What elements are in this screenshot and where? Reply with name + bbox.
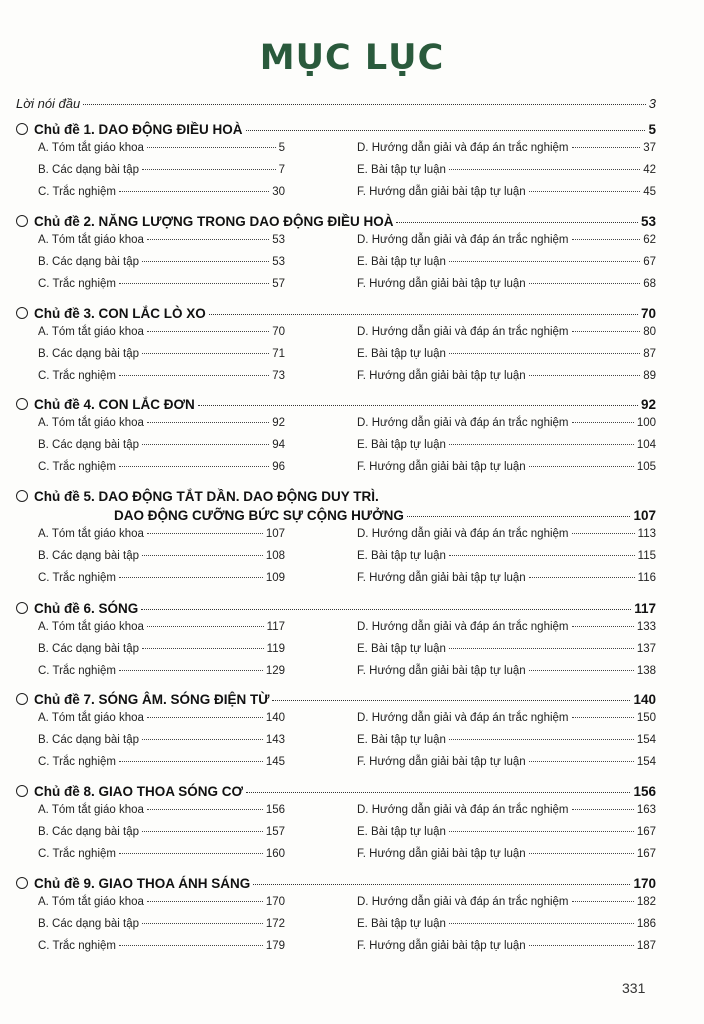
chapter-heading[interactable]	[16, 692, 656, 707]
section-label: A. Tóm tắt giáo khoa	[38, 142, 144, 154]
section-label: D. Hướng dẫn giải và đáp án trắc nghiệm	[357, 804, 569, 816]
section-label: C. Trắc nghiệm	[38, 940, 116, 952]
chapter-heading[interactable]	[16, 306, 656, 321]
section-b[interactable]	[38, 918, 285, 940]
section-label: D. Hướng dẫn giải và đáp án trắc nghiệm	[357, 528, 569, 540]
section-label: B. Các dạng bài tập	[38, 256, 140, 268]
section-label: E. Bài tập tự luận	[357, 256, 446, 268]
dot-leader	[449, 739, 634, 740]
dot-leader	[141, 609, 631, 610]
section-label: E. Bài tập tự luận	[357, 643, 446, 655]
section-label: C. Trắc nghiệm	[38, 186, 116, 198]
section-label: E. Bài tập tự luận	[357, 734, 446, 746]
dot-leader	[142, 923, 263, 924]
section-e[interactable]	[357, 643, 656, 665]
section-page: 104	[636, 439, 656, 451]
section-label: B. Các dạng bài tập	[38, 643, 140, 655]
section-f[interactable]	[357, 572, 656, 594]
dot-leader	[449, 261, 640, 262]
dot-leader	[119, 466, 269, 467]
chapter-sections	[16, 417, 656, 483]
section-page: 42	[643, 164, 656, 176]
section-label: C. Trắc nghiệm	[38, 756, 116, 768]
section-label: D. Hướng dẫn giải và đáp án trắc nghiệm	[357, 896, 569, 908]
chapter-sections	[16, 712, 656, 778]
section-label: E. Bài tập tự luận	[357, 918, 446, 930]
chapter-heading[interactable]	[16, 122, 656, 137]
section-f[interactable]	[357, 756, 656, 778]
section-label: C. Trắc nghiệm	[38, 848, 116, 860]
section-page: 45	[643, 186, 656, 198]
chapter-heading[interactable]	[16, 601, 656, 616]
section-page: 138	[636, 665, 656, 677]
section-label: C. Trắc nghiệm	[38, 370, 116, 382]
section-a[interactable]	[38, 804, 285, 826]
section-e[interactable]	[357, 918, 656, 940]
section-e[interactable]	[357, 164, 656, 186]
section-c[interactable]	[38, 940, 285, 962]
section-page: 7	[278, 164, 285, 176]
section-page: 154	[636, 734, 656, 746]
section-page: 140	[265, 712, 285, 724]
circle-bullet-icon	[16, 877, 28, 889]
section-label: F. Hướng dẫn giải bài tập tự luận	[357, 278, 526, 290]
section-page: 170	[265, 896, 285, 908]
section-e[interactable]	[357, 348, 656, 370]
chapter-sections	[16, 326, 656, 392]
section-page: 117	[266, 621, 285, 633]
dot-leader	[83, 104, 646, 105]
toc-chapter-9	[16, 876, 656, 962]
section-label: A. Tóm tắt giáo khoa	[38, 326, 144, 338]
section-page: 156	[265, 804, 285, 816]
dot-leader	[407, 516, 631, 517]
dot-leader	[142, 831, 263, 832]
chapter-title: Chủ đề 9. GIAO THOA ÁNH SÁNG	[34, 876, 251, 891]
section-label: B. Các dạng bài tập	[38, 439, 140, 451]
dot-leader	[449, 169, 640, 170]
chapter-sections	[16, 804, 656, 870]
section-label: E. Bài tập tự luận	[357, 164, 446, 176]
dot-leader	[147, 809, 263, 810]
section-d[interactable]	[357, 804, 656, 826]
section-e[interactable]	[357, 256, 656, 278]
section-c[interactable]	[38, 756, 285, 778]
section-page: 172	[265, 918, 285, 930]
chapter-page: 92	[640, 397, 656, 412]
dot-leader	[147, 717, 263, 718]
dot-leader	[142, 261, 269, 262]
dot-leader	[119, 283, 269, 284]
section-label: D. Hướng dẫn giải và đáp án trắc nghiệm	[357, 142, 569, 154]
dot-leader	[198, 405, 638, 406]
chapter-title: Chủ đề 7. SÓNG ÂM. SÓNG ĐIỆN TỪ	[34, 692, 270, 707]
chapter-title: Chủ đề 4. CON LẮC ĐƠN	[34, 397, 195, 412]
preface-label: Lời nói đầu	[16, 96, 81, 111]
chapter-title: Chủ đề 2. NĂNG LƯỢNG TRONG DAO ĐỘNG ĐIỀU HOÀ	[34, 214, 394, 229]
dot-leader	[572, 422, 634, 423]
section-label: A. Tóm tắt giáo khoa	[38, 804, 144, 816]
section-label: F. Hướng dẫn giải bài tập tự luận	[357, 370, 526, 382]
dot-leader	[529, 191, 640, 192]
toc-chapter-1	[16, 122, 656, 208]
chapter-page: 117	[634, 601, 656, 616]
section-page: 145	[265, 756, 285, 768]
circle-bullet-icon	[16, 307, 28, 319]
circle-bullet-icon	[16, 693, 28, 705]
section-b[interactable]	[38, 256, 285, 278]
chapter-title: Chủ đề 8. GIAO THOA SÓNG CƠ	[34, 784, 244, 799]
section-page: 62	[643, 234, 656, 246]
section-label: E. Bài tập tự luận	[357, 348, 446, 360]
dot-leader	[529, 670, 634, 671]
dot-leader	[529, 577, 635, 578]
chapter-title: Chủ đề 5. DAO ĐỘNG TẮT DẦN. DAO ĐỘNG DUY TRÌ.	[34, 489, 379, 504]
dot-leader	[529, 853, 634, 854]
dot-leader	[572, 809, 634, 810]
section-page: 70	[272, 326, 285, 338]
section-label: A. Tóm tắt giáo khoa	[38, 896, 144, 908]
circle-bullet-icon	[16, 602, 28, 614]
section-d[interactable]	[357, 142, 656, 164]
section-page: 67	[643, 256, 656, 268]
section-c[interactable]	[38, 461, 285, 483]
section-page: 137	[636, 643, 656, 655]
chapter-page: 53	[640, 214, 656, 229]
section-label: B. Các dạng bài tập	[38, 164, 140, 176]
dot-leader	[572, 147, 641, 148]
chapter-heading[interactable]	[16, 876, 656, 891]
section-page: 5	[278, 142, 285, 154]
section-page: 68	[643, 278, 656, 290]
section-label: F. Hướng dẫn giải bài tập tự luận	[357, 461, 526, 473]
chapter-sections	[16, 234, 656, 300]
section-page: 73	[272, 370, 285, 382]
dot-leader	[449, 831, 634, 832]
section-b[interactable]	[38, 348, 285, 370]
section-e[interactable]	[357, 550, 656, 572]
section-label: B. Các dạng bài tập	[38, 918, 140, 930]
section-label: A. Tóm tắt giáo khoa	[38, 528, 144, 540]
section-label: F. Hướng dẫn giải bài tập tự luận	[357, 186, 526, 198]
dot-leader	[142, 555, 263, 556]
section-b[interactable]	[38, 643, 285, 665]
section-page: 96	[272, 461, 285, 473]
chapter-page: 70	[640, 306, 656, 321]
toc-chapter-8	[16, 784, 656, 870]
dot-leader	[142, 169, 276, 170]
section-label: F. Hướng dẫn giải bài tập tự luận	[357, 848, 526, 860]
section-label: F. Hướng dẫn giải bài tập tự luận	[357, 572, 526, 584]
chapter-page: 5	[648, 122, 656, 137]
section-page: 37	[643, 142, 656, 154]
section-label: C. Trắc nghiệm	[38, 665, 116, 677]
dot-leader	[253, 884, 630, 885]
section-label: B. Các dạng bài tập	[38, 826, 140, 838]
chapter-heading[interactable]	[16, 397, 656, 412]
section-page: 129	[265, 665, 285, 677]
section-c[interactable]	[38, 278, 285, 300]
section-c[interactable]	[38, 370, 285, 392]
dot-leader	[119, 761, 263, 762]
dot-leader	[119, 375, 269, 376]
section-c[interactable]	[38, 572, 285, 594]
dot-leader	[272, 700, 630, 701]
section-page: 87	[643, 348, 656, 360]
section-a[interactable]	[38, 621, 285, 643]
section-label: C. Trắc nghiệm	[38, 461, 116, 473]
circle-bullet-icon	[16, 215, 28, 227]
section-label: F. Hướng dẫn giải bài tập tự luận	[357, 940, 526, 952]
dot-leader	[572, 239, 641, 240]
dot-leader	[209, 314, 638, 315]
section-page: 105	[636, 461, 656, 473]
dot-leader	[119, 945, 263, 946]
section-f[interactable]	[357, 848, 656, 870]
dot-leader	[246, 130, 646, 131]
dot-leader	[142, 739, 263, 740]
section-f[interactable]	[357, 186, 656, 208]
section-c[interactable]	[38, 186, 285, 208]
section-label: A. Tóm tắt giáo khoa	[38, 621, 144, 633]
section-page: 113	[637, 528, 656, 540]
chapter-sections	[16, 528, 656, 594]
section-e[interactable]	[357, 734, 656, 756]
dot-leader	[449, 555, 635, 556]
toc-chapter-5	[16, 489, 656, 594]
section-page: 179	[265, 940, 285, 952]
dot-leader	[396, 222, 637, 223]
section-label: C. Trắc nghiệm	[38, 278, 116, 290]
chapter-sections	[16, 142, 656, 208]
dot-leader	[142, 353, 269, 354]
section-label: A. Tóm tắt giáo khoa	[38, 417, 144, 429]
dot-leader	[529, 466, 634, 467]
circle-bullet-icon	[16, 785, 28, 797]
circle-bullet-icon	[16, 398, 28, 410]
dot-leader	[449, 923, 634, 924]
dot-leader	[119, 670, 263, 671]
section-page: 116	[637, 572, 656, 584]
section-page: 133	[636, 621, 656, 633]
chapter-sections	[16, 621, 656, 687]
section-label: D. Hướng dẫn giải và đáp án trắc nghiệm	[357, 326, 569, 338]
section-label: D. Hướng dẫn giải và đáp án trắc nghiệm	[357, 417, 569, 429]
section-d[interactable]	[357, 234, 656, 256]
section-a[interactable]	[38, 234, 285, 256]
section-page: 53	[272, 256, 285, 268]
section-f[interactable]	[357, 665, 656, 687]
section-f[interactable]	[357, 370, 656, 392]
section-page: 71	[272, 348, 285, 360]
section-label: F. Hướng dẫn giải bài tập tự luận	[357, 756, 526, 768]
page-title: MỤC LỤC	[259, 38, 445, 78]
chapter-page: 170	[633, 876, 656, 891]
dot-leader	[449, 353, 640, 354]
dot-leader	[147, 626, 264, 627]
section-label: C. Trắc nghiệm	[38, 572, 116, 584]
section-e[interactable]	[357, 826, 656, 848]
section-c[interactable]	[38, 665, 285, 687]
chapter-title: Chủ đề 3. CON LẮC LÒ XO	[34, 306, 206, 321]
dot-leader	[529, 283, 640, 284]
chapter-page: 140	[633, 692, 656, 707]
section-page: 150	[636, 712, 656, 724]
dot-leader	[142, 648, 264, 649]
section-d[interactable]	[357, 621, 656, 643]
section-page: 182	[636, 896, 656, 908]
section-label: B. Các dạng bài tập	[38, 348, 140, 360]
section-page: 89	[643, 370, 656, 382]
section-b[interactable]	[38, 550, 285, 572]
toc-entry-preface[interactable]	[16, 96, 656, 111]
section-label: E. Bài tập tự luận	[357, 550, 446, 562]
dot-leader	[119, 191, 269, 192]
section-b[interactable]	[38, 439, 285, 461]
section-page: 92	[272, 417, 285, 429]
dot-leader	[449, 648, 634, 649]
section-label: E. Bài tập tự luận	[357, 826, 446, 838]
dot-leader	[147, 331, 269, 332]
circle-bullet-icon	[16, 123, 28, 135]
dot-leader	[246, 792, 630, 793]
section-page: 157	[265, 826, 285, 838]
chapter-heading[interactable]	[16, 784, 656, 799]
circle-bullet-icon	[16, 490, 28, 502]
section-page: 163	[636, 804, 656, 816]
preface-page: 3	[648, 96, 656, 111]
section-page: 119	[266, 643, 285, 655]
section-page: 154	[636, 756, 656, 768]
section-label: D. Hướng dẫn giải và đáp án trắc nghiệm	[357, 712, 569, 724]
chapter-title-line-2: DAO ĐỘNG CƯỠNG BỨC SỰ CỘNG HƯỞNG	[114, 508, 404, 523]
section-label: D. Hướng dẫn giải và đáp án trắc nghiệm	[357, 234, 569, 246]
dot-leader	[572, 533, 635, 534]
section-b[interactable]	[38, 164, 285, 186]
dot-leader	[449, 444, 634, 445]
section-page: 187	[636, 940, 656, 952]
chapter-title: Chủ đề 6. SÓNG	[34, 601, 139, 616]
toc-chapter-6	[16, 601, 656, 687]
chapter-heading-line-2[interactable]	[16, 508, 656, 523]
dot-leader	[572, 901, 634, 902]
section-label: E. Bài tập tự luận	[357, 439, 446, 451]
section-a[interactable]	[38, 326, 285, 348]
dot-leader	[119, 577, 263, 578]
section-page: 115	[637, 550, 656, 562]
section-page: 100	[636, 417, 656, 429]
section-e[interactable]	[357, 439, 656, 461]
section-d[interactable]	[357, 712, 656, 734]
dot-leader	[572, 331, 641, 332]
dot-leader	[529, 375, 640, 376]
dot-leader	[572, 717, 634, 718]
section-label: F. Hướng dẫn giải bài tập tự luận	[357, 665, 526, 677]
section-f[interactable]	[357, 940, 656, 962]
toc-chapter-4	[16, 397, 656, 483]
section-label: D. Hướng dẫn giải và đáp án trắc nghiệm	[357, 621, 569, 633]
section-a[interactable]	[38, 142, 285, 164]
section-label: B. Các dạng bài tập	[38, 734, 140, 746]
chapter-sections	[16, 896, 656, 962]
dot-leader	[529, 945, 634, 946]
section-d[interactable]	[357, 417, 656, 439]
chapter-heading[interactable]	[16, 214, 656, 229]
section-page: 94	[272, 439, 285, 451]
dot-leader	[147, 147, 276, 148]
dot-leader	[529, 761, 634, 762]
section-page: 108	[265, 550, 285, 562]
dot-leader	[147, 533, 263, 534]
section-page: 80	[643, 326, 656, 338]
section-label: A. Tóm tắt giáo khoa	[38, 712, 144, 724]
section-a[interactable]	[38, 712, 285, 734]
section-page: 186	[636, 918, 656, 930]
section-page: 109	[265, 572, 285, 584]
section-a[interactable]	[38, 417, 285, 439]
section-a[interactable]	[38, 528, 285, 550]
section-page: 160	[265, 848, 285, 860]
section-d[interactable]	[357, 326, 656, 348]
dot-leader	[572, 626, 634, 627]
section-c[interactable]	[38, 848, 285, 870]
section-page: 107	[265, 528, 285, 540]
section-a[interactable]	[38, 896, 285, 918]
section-d[interactable]	[357, 528, 656, 550]
dot-leader	[147, 239, 269, 240]
section-label: B. Các dạng bài tập	[38, 550, 140, 562]
section-f[interactable]	[357, 278, 656, 300]
chapter-page: 156	[633, 784, 656, 799]
dot-leader	[147, 901, 263, 902]
toc-chapter-7	[16, 692, 656, 778]
dot-leader	[119, 853, 263, 854]
section-page: 167	[636, 848, 656, 860]
dot-leader	[142, 444, 269, 445]
section-label: A. Tóm tắt giáo khoa	[38, 234, 144, 246]
toc-chapter-3	[16, 306, 656, 392]
section-page: 53	[272, 234, 285, 246]
section-page: 143	[265, 734, 285, 746]
section-d[interactable]	[357, 896, 656, 918]
section-page: 167	[636, 826, 656, 838]
section-page: 30	[272, 186, 285, 198]
chapter-title: Chủ đề 1. DAO ĐỘNG ĐIỀU HOÀ	[34, 122, 243, 137]
section-b[interactable]	[38, 734, 285, 756]
dot-leader	[147, 422, 269, 423]
section-f[interactable]	[357, 461, 656, 483]
page-number: 331	[622, 980, 646, 996]
section-b[interactable]	[38, 826, 285, 848]
chapter-heading[interactable]	[16, 489, 656, 504]
section-page: 57	[272, 278, 285, 290]
chapter-page: 107	[633, 508, 656, 523]
toc-chapter-2	[16, 214, 656, 300]
